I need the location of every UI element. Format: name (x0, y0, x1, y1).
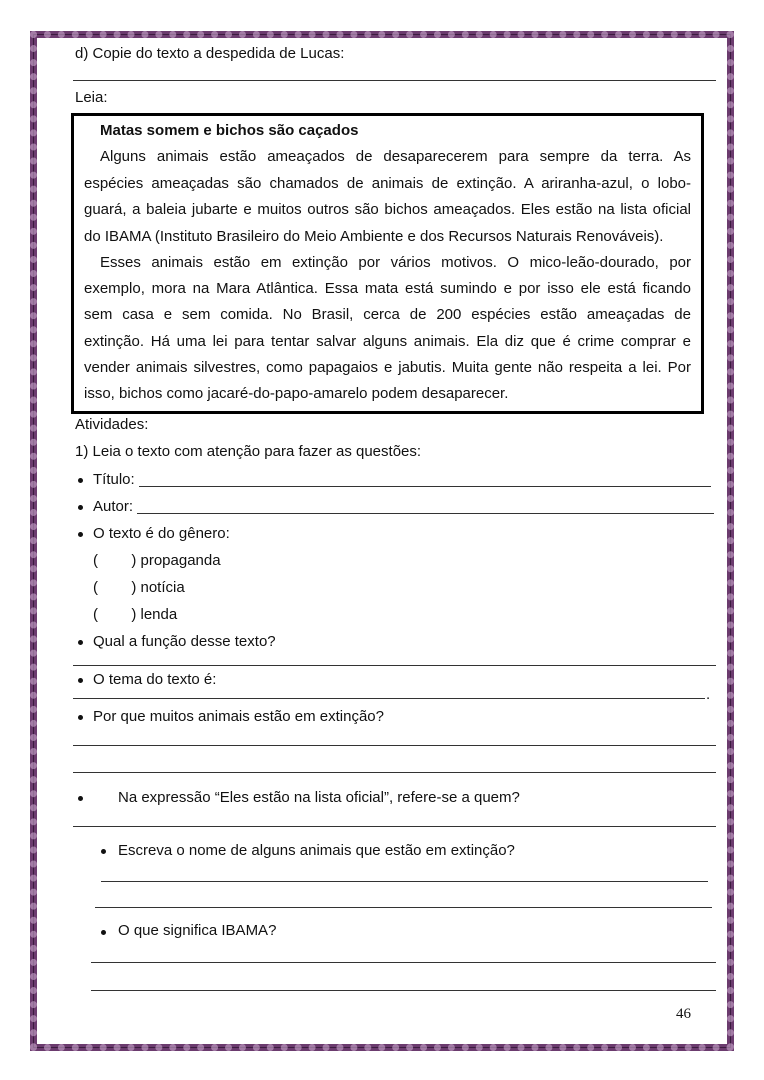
bullet (78, 715, 83, 720)
reading-line: isso, bichos como jacaré-do-papo-amarelo podem desaparecer. (84, 385, 509, 402)
autor-label: Autor: (93, 498, 134, 515)
ibama-question: O que significa IBAMA? (118, 922, 277, 939)
option-lenda[interactable]: ( ) lenda (93, 606, 178, 623)
answer-line[interactable] (91, 990, 716, 991)
reading-line: sem casa e sem comida. No Brasil, cerca de 200 espécies estão ameaçadas de (84, 306, 691, 323)
titulo-answer-line[interactable] (139, 486, 711, 487)
tema-question: O tema do texto é: (93, 671, 217, 688)
reading-line: do IBAMA (Instituto Brasileiro do Meio Ambiente e dos Recursos Naturais Renováveis). (84, 228, 664, 245)
answer-line[interactable] (95, 907, 712, 908)
bullet (78, 640, 83, 645)
question-d: d) Copie do texto a despedida de Lucas: (75, 45, 345, 62)
reading-line: guará, a baleia jubarte e muitos outros são bichos ameaçados. Eles estão na lista oficial (84, 201, 691, 218)
funcao-question: Qual a função desse texto? (93, 633, 276, 650)
reading-line: espécies ameaçadas são chamados de animais de extinção. A ariranha-azul, o lobo- (84, 175, 691, 192)
tema-period: . (706, 686, 711, 703)
bullet (101, 849, 106, 854)
bullet (101, 930, 106, 935)
answer-line[interactable] (91, 962, 716, 963)
option-noticia[interactable]: ( ) notícia (93, 579, 185, 596)
activities-heading: Atividades: (75, 416, 149, 433)
reading-line: extinção. Há uma lei para tentar salvar alguns animais. Ela diz que é crime comprar e (84, 333, 691, 350)
escreva-question: Escreva o nome de alguns animais que estão em extinção? (118, 842, 515, 859)
expressao-question: Na expressão “Eles estão na lista oficial”, refere-se a quem? (118, 789, 520, 806)
answer-line[interactable] (73, 826, 716, 827)
reading-text-box (71, 113, 704, 414)
answer-line[interactable] (73, 80, 716, 81)
page-number: 46 (676, 1006, 691, 1022)
autor-answer-line[interactable] (137, 513, 714, 514)
bullet (78, 532, 83, 537)
leia-label: Leia: (75, 89, 108, 106)
porque-question: Por que muitos animais estão em extinção? (93, 708, 384, 725)
answer-line[interactable] (73, 745, 716, 746)
bullet (78, 478, 83, 483)
reading-line: exemplo, mora na Mara Atlântica. Essa mata está sumindo e por isso ele está ficando (84, 280, 691, 297)
bullet (78, 678, 83, 683)
answer-line[interactable] (73, 698, 705, 699)
question-1: 1) Leia o texto com atenção para fazer as questões: (75, 443, 422, 460)
bullet (78, 505, 83, 510)
bullet (78, 796, 83, 801)
option-propaganda[interactable]: ( ) propaganda (93, 552, 221, 569)
genero-label: O texto é do gênero: (93, 525, 230, 542)
reading-line: Alguns animais estão ameaçados de desaparecerem para sempre da terra. As (100, 148, 691, 165)
answer-line[interactable] (73, 772, 716, 773)
answer-line[interactable] (101, 881, 708, 882)
reading-line: vender animais silvestres, como papagaios e jabutis. Muita gente não respeita a lei. Por (84, 359, 691, 376)
reading-title: Matas somem e bichos são caçados (100, 122, 359, 139)
reading-line: Esses animais estão em extinção por vários motivos. O mico-leão-dourado, por (100, 254, 691, 271)
titulo-label: Título: (93, 471, 135, 488)
answer-line[interactable] (73, 665, 716, 666)
